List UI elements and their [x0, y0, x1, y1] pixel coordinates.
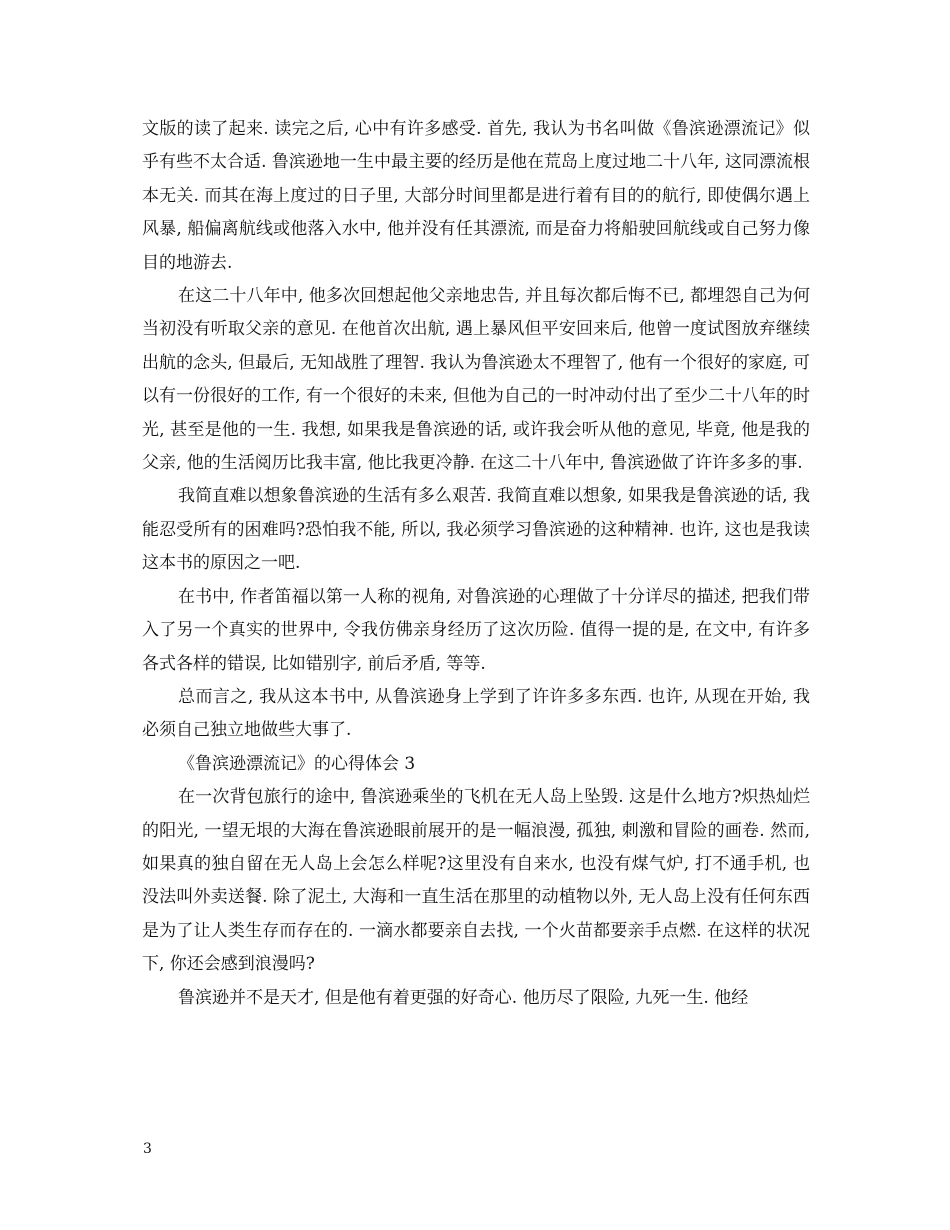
paragraph-4: 在书中, 作者笛福以第一人称的视角, 对鲁滨逊的心理做了十分详尽的描述, 把我们带入了另一个真实的世界中, 令我仿佛亲身经历了这次历险. 值得一提的是, 在文中, 有许多各式各样的错误, 比如错别字, 前后矛盾, 等等. — [142, 586, 810, 674]
paragraph-2: 在这二十八年中, 他多次回想起他父亲地忠告, 并且每次都后悔不已, 都埋怨自己为何当初没有听取父亲的意见. 在他首次出航, 遇上暴风但平安回来后, 他曾一度试图放弃继续出航的念头, 但最后, 无知战胜了理智. 我认为鲁滨逊太不理智了, 他有一个很好的家庭, 可以有一份很好的工作, 有一个很好的未来, 但他为自己的一时冲动付出了至少二十八年的时光, 甚至是他的一生. 我想, 如果我是鲁滨逊的话, 或许我会听从他的意见, 毕竟, 他是我的父亲, 他的生活阅历比我丰富, 他比我更冷静. 在这二十八年中, 鲁滨逊做了许许多多的事. — [142, 286, 810, 474]
section-heading: 《鲁滨逊漂流记》的心得体会 3 — [178, 753, 416, 774]
page-number: 3 — [143, 1141, 152, 1157]
paragraph-7: 鲁滨逊并不是天才, 但是他有着更强的好奇心. 他历尽了限险, 九死一生. 他经 — [178, 987, 749, 1008]
paragraph-5: 总而言之, 我从这本书中, 从鲁滨逊身上学到了许许多多东西. 也许, 从现在开始, 我必须自己独立地做些大事了. — [142, 686, 810, 741]
document-body — [142, 113, 810, 1015]
paragraph-6: 在一次背包旅行的途中, 鲁滨逊乘坐的飞机在无人岛上坠毁. 这是什么地方?炽热灿烂的阳光, 一望无垠的大海在鲁滨逊眼前展开的是一幅浪漫, 孤独, 刺激和冒险的画卷. 然而, 如果真的独自留在无人岛上会怎么样呢?这里没有自来水, 也没有煤气炉, 打不通手机, 也没法叫外卖送餐. 除了泥土, 大海和一直生活在那里的动植物以外, 无人岛上没有任何东西是为了让人类生存而存在的. 一滴水都要亲自去找, 一个火苗都要亲手点燃. 在这样的状况下, 你还会感到浪漫吗? — [142, 787, 810, 975]
paragraph-1: 文版的读了起来. 读完之后, 心中有许多感受. 首先, 我认为书名叫做《鲁滨逊漂流记》似乎有些不太合适. 鲁滨逊地一生中最主要的经历是他在荒岛上度过地二十八年, 这同漂流根本无关. 而其在海上度过的日子里, 大部分时间里都是进行着有目的的航行, 即使偶尔遇上风暴, 船偏离航线或他落入水中, 他并没有任其漂流, 而是奋力将船驶回航线或自己努力像目的地游去. — [142, 119, 810, 273]
paragraph-3: 我简直难以想象鲁滨逊的生活有多么艰苦. 我简直难以想象, 如果我是鲁滨逊的话, 我能忍受所有的困难吗?恐怕我不能, 所以, 我必须学习鲁滨逊的这种精神. 也许, 这也是我读这本书的原因之一吧. — [142, 486, 810, 574]
